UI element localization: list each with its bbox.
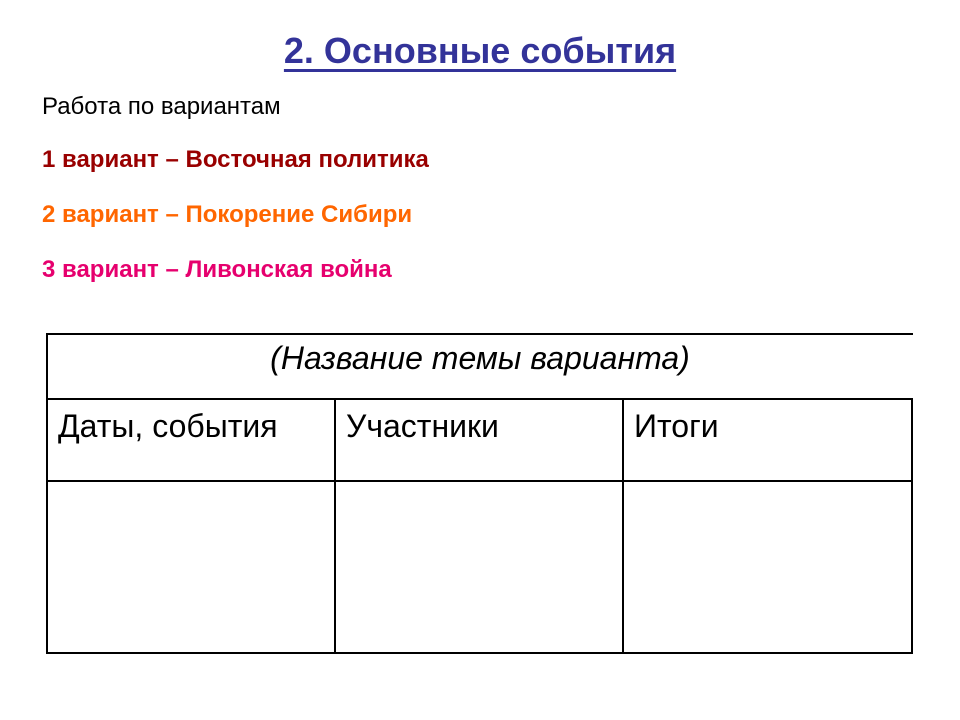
empty-cell-participants [336,482,622,652]
variant-2: 2 вариант – Покорение Сибири [42,201,413,228]
table-border-right [911,399,913,654]
header-participants: Участники [346,408,499,444]
variant-3: 3 вариант – Ливонская война [42,256,392,283]
header-results: Итоги [634,408,719,444]
slide-title-text: 2. Основные события [283,30,677,71]
empty-cell-results [624,482,911,652]
table-line-header [47,398,913,400]
subtitle: Работа по вариантам [42,93,281,120]
table-border-bottom [47,652,913,654]
table-border-top [47,333,913,335]
empty-cell-dates [48,482,334,652]
table-theme-cell: (Название темы варианта) [270,340,690,376]
header-dates-events: Даты, события [58,408,278,444]
variant-1: 1 вариант – Восточная политика [42,146,429,173]
